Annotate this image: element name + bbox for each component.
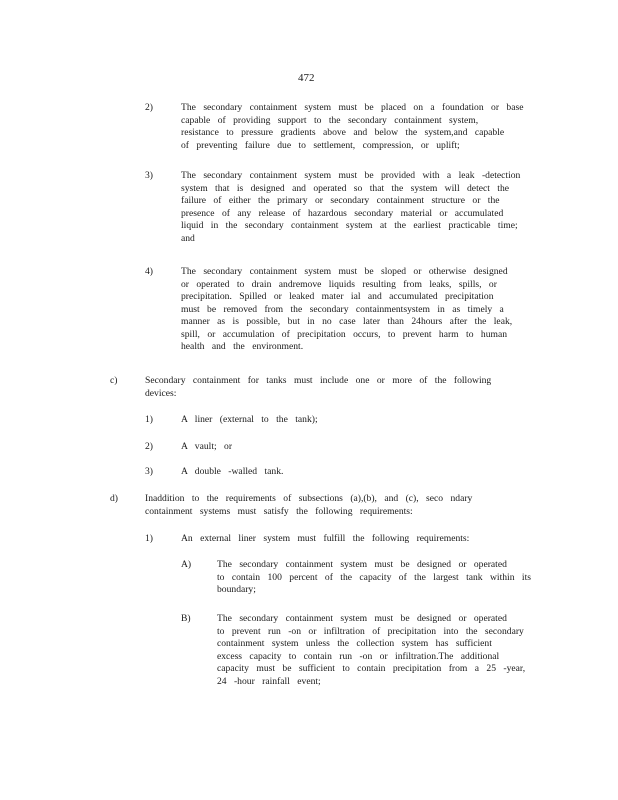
paragraph-tank-devices (145, 375, 491, 400)
item-label: 2) (145, 102, 153, 113)
text-line: An external liner system must fulfill the following requirements: (181, 533, 470, 544)
text-line: devices: (145, 387, 177, 399)
text-line: capable of providing support to the secondary containment system, (181, 114, 479, 126)
text-line: health and the environment. (181, 341, 304, 352)
text-line: The secondary containment system must be sloped or otherwise designed (181, 266, 508, 277)
text-line: to contain 100 percent of the capacity of the largest tank within its (217, 571, 531, 583)
text-line: containment system unless the collection system has sufficient (217, 638, 492, 649)
list-item-liner (181, 414, 318, 427)
text-line: system that is designed and operated so that the system will detect the (181, 182, 510, 194)
item-label: 1) (145, 533, 153, 544)
paragraph-capacity (217, 559, 531, 597)
text-line: boundary; (217, 584, 256, 595)
text-line: presence of any release of hazardous secondary material or accumulated (181, 207, 504, 219)
text-line: excess capacity to contain run -on or infiltration.The additional (217, 650, 500, 662)
text-line: The secondary containment system must be designed or operated (217, 559, 507, 570)
paragraph-leak-detection (181, 170, 520, 245)
text-line: containment systems must satisfy the following requirements: (145, 505, 413, 517)
list-item-double-walled-tank (181, 466, 283, 479)
text-line: precipitation. Spilled or leaked mater ial and accumulated precipitation (181, 291, 494, 302)
item-label: 3) (145, 466, 153, 477)
text-line: of preventing failure due to settlement, compression, or uplift; (181, 139, 460, 151)
paragraph-foundation (181, 102, 523, 152)
text-line: The secondary containment system must be designed or operated (217, 613, 507, 624)
page-number: 472 (298, 72, 315, 84)
text-line: A liner (external to the tank); (181, 414, 318, 425)
list-item-vault (181, 441, 232, 454)
text-line: failure of either the primary or secondary containment structure or the (181, 195, 500, 206)
subsection-label: c) (110, 375, 118, 386)
text-line: A vault; or (181, 441, 233, 452)
item-label: 3) (145, 170, 153, 181)
text-line: and (181, 232, 195, 244)
text-line: manner as is possible, but in no case later than 24hours after the leak, (181, 316, 513, 327)
item-label: 4) (145, 266, 153, 277)
text-line: spill, or accumulation of precipitation occurs, to prevent harm to human (181, 328, 508, 340)
text-line: The secondary containment system must be placed on a foundation or base (181, 102, 524, 113)
paragraph-additional-requirements (145, 493, 472, 518)
paragraph-external-liner (181, 533, 469, 546)
text-line: to prevent run -on or infiltration of precipitation into the secondary (217, 625, 524, 637)
text-line: or operated to drain andremove liquids resulting from leaks, spills, or (181, 278, 497, 290)
text-line: Inaddition to the requirements of subsections (a),(b), and (c), seco ndary (145, 493, 473, 504)
paragraph-run-on-prevention (217, 613, 525, 688)
text-line: 24 -hour rainfall event; (217, 675, 321, 687)
text-line: must be removed from the secondary containmentsystem in as timely a (181, 303, 504, 315)
text-line: resistance to pressure gradients above and below the system,and capable (181, 127, 505, 138)
item-label: 2) (145, 441, 153, 452)
item-label: B) (181, 613, 191, 624)
text-line: capacity must be sufficient to contain precipitation from a 25 -year, (217, 663, 526, 674)
text-line: The secondary containment system must be provided with a leak -detection (181, 170, 521, 181)
subsection-label: d) (110, 493, 118, 504)
text-line: A double -walled tank. (181, 466, 284, 477)
item-label: 1) (145, 414, 153, 425)
text-line: liquid in the secondary containment system at the earliest practicable time; (181, 220, 518, 231)
item-label: A) (181, 559, 192, 570)
text-line: Secondary containment for tanks must include one or more of the following (145, 375, 492, 386)
paragraph-sloped-drainage (181, 266, 512, 354)
